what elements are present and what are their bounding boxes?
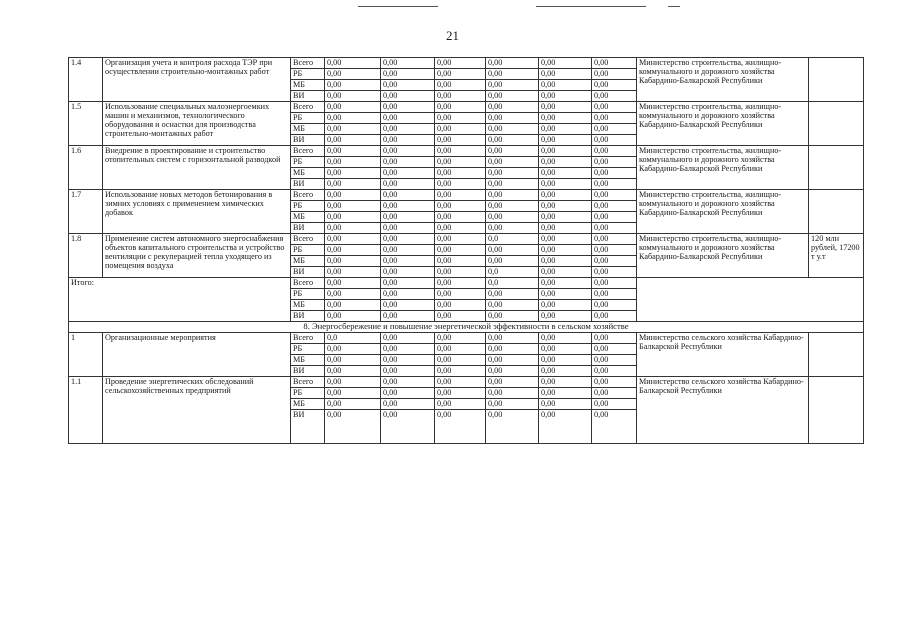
- value-cell: 0,00: [435, 377, 486, 388]
- value-cell: 0,00: [325, 366, 381, 377]
- total-label: Итого:: [69, 278, 291, 322]
- value-cell: 0,00: [325, 355, 381, 366]
- value-cell: 0,00: [381, 58, 435, 69]
- table-row: [69, 377, 864, 388]
- value-cell: 0,00: [486, 179, 539, 190]
- value-cell: 0,00: [381, 245, 435, 256]
- funding-level: МБ: [291, 212, 325, 223]
- funding-level: Всего: [291, 234, 325, 245]
- funding-level: РБ: [291, 344, 325, 355]
- value-cell: 0,00: [381, 410, 435, 444]
- value-cell: 0,00: [592, 300, 637, 311]
- value-cell: 0,00: [435, 124, 486, 135]
- value-cell: 0,00: [381, 223, 435, 234]
- table-row: [69, 190, 864, 201]
- value-cell: 0,00: [325, 124, 381, 135]
- value-cell: 0,00: [325, 146, 381, 157]
- value-cell: 0,00: [539, 212, 592, 223]
- value-cell: 0,00: [381, 289, 435, 300]
- value-cell: 0,00: [381, 168, 435, 179]
- value-cell: 0,00: [539, 113, 592, 124]
- table-row: [69, 102, 864, 113]
- value-cell: 0,00: [325, 278, 381, 289]
- value-cell: 0,00: [435, 256, 486, 267]
- value-cell: 0,00: [435, 190, 486, 201]
- value-cell: 0,00: [592, 223, 637, 234]
- value-cell: 0,00: [325, 267, 381, 278]
- program-table: [68, 57, 864, 444]
- value-cell: 0,00: [539, 300, 592, 311]
- value-cell: 0,00: [435, 245, 486, 256]
- total-row: [69, 278, 864, 289]
- executor: Министерство сельского хозяйства Кабардино-Балкарской Республики: [637, 333, 809, 377]
- value-cell: 0,00: [486, 256, 539, 267]
- value-cell: 0,00: [592, 355, 637, 366]
- value-cell: 0,00: [486, 245, 539, 256]
- value-cell: 0,00: [486, 91, 539, 102]
- value-cell: 0,00: [539, 223, 592, 234]
- funding-level: Всего: [291, 333, 325, 344]
- row-number: 1.7: [69, 190, 103, 234]
- value-cell: 0,00: [592, 91, 637, 102]
- value-cell: 0,00: [381, 300, 435, 311]
- funding-level: МБ: [291, 256, 325, 267]
- value-cell: 0,00: [486, 80, 539, 91]
- value-cell: 0,00: [486, 135, 539, 146]
- page-number: 21: [446, 28, 459, 43]
- value-cell: 0,00: [435, 311, 486, 322]
- value-cell: 0,00: [435, 212, 486, 223]
- value-cell: 0,00: [435, 366, 486, 377]
- value-cell: 0,00: [325, 58, 381, 69]
- value-cell: 0,00: [435, 388, 486, 399]
- value-cell: 0,00: [592, 135, 637, 146]
- value-cell: 0,00: [486, 113, 539, 124]
- value-cell: 0,00: [592, 245, 637, 256]
- value-cell: 0,00: [435, 278, 486, 289]
- value-cell: 0,00: [592, 80, 637, 91]
- value-cell: 0,00: [592, 366, 637, 377]
- value-cell: 0,00: [486, 102, 539, 113]
- value-cell: 0,00: [381, 256, 435, 267]
- value-cell: 0,00: [539, 124, 592, 135]
- measure-name: Организационные мероприятия: [103, 333, 291, 377]
- value-cell: 0,00: [486, 124, 539, 135]
- value-cell: 0,00: [539, 201, 592, 212]
- value-cell: 0,00: [539, 333, 592, 344]
- expected-effect: [809, 190, 864, 234]
- value-cell: 0,00: [539, 256, 592, 267]
- value-cell: 0,00: [325, 69, 381, 80]
- value-cell: 0,00: [592, 388, 637, 399]
- value-cell: 0,00: [539, 278, 592, 289]
- value-cell: 0,00: [486, 355, 539, 366]
- value-cell: 0,00: [435, 399, 486, 410]
- value-cell: 0,00: [381, 124, 435, 135]
- value-cell: 0,00: [592, 146, 637, 157]
- value-cell: 0,00: [486, 399, 539, 410]
- value-cell: 0,00: [486, 366, 539, 377]
- value-cell: 0,00: [592, 377, 637, 388]
- executor: Министерство строительства, жилищно-коммунального и дорожного хозяйства Кабардино-Балкарской Республики: [637, 102, 809, 146]
- section-title: 8. Энергосбережение и повышение энергетической эффективности в сельском хозяйстве: [69, 322, 864, 333]
- value-cell: 0,00: [539, 69, 592, 80]
- value-cell: 0,00: [592, 168, 637, 179]
- value-cell: 0,00: [435, 80, 486, 91]
- value-cell: 0,00: [592, 69, 637, 80]
- value-cell: 0,00: [592, 212, 637, 223]
- value-cell: 0,00: [592, 267, 637, 278]
- value-cell: 0,00: [435, 201, 486, 212]
- value-cell: 0,00: [325, 300, 381, 311]
- funding-level: МБ: [291, 355, 325, 366]
- expected-effect: [809, 58, 864, 102]
- funding-level: Всего: [291, 190, 325, 201]
- value-cell: 0,00: [486, 212, 539, 223]
- value-cell: 0,00: [435, 223, 486, 234]
- funding-level: МБ: [291, 168, 325, 179]
- value-cell: 0,00: [325, 179, 381, 190]
- executor: Министерство строительства, жилищно-коммунального и дорожного хозяйства Кабардино-Балкарской Республики: [637, 190, 809, 234]
- value-cell: 0,00: [592, 278, 637, 289]
- value-cell: 0,00: [381, 201, 435, 212]
- value-cell: 0,00: [592, 410, 637, 444]
- value-cell: 0,00: [539, 168, 592, 179]
- value-cell: 0,00: [539, 146, 592, 157]
- funding-level: МБ: [291, 300, 325, 311]
- value-cell: 0,00: [539, 311, 592, 322]
- value-cell: 0,00: [435, 267, 486, 278]
- executor: Министерство сельского хозяйства Кабардино-Балкарской Республики: [637, 377, 809, 444]
- row-number: 1: [69, 333, 103, 377]
- value-cell: 0,00: [325, 289, 381, 300]
- value-cell: 0,00: [592, 201, 637, 212]
- top-rule-right: [536, 6, 646, 7]
- value-cell: 0,00: [592, 234, 637, 245]
- value-cell: 0,00: [325, 388, 381, 399]
- row-number: 1.4: [69, 58, 103, 102]
- funding-level: РБ: [291, 157, 325, 168]
- value-cell: 0,00: [486, 388, 539, 399]
- value-cell: 0,00: [486, 377, 539, 388]
- value-cell: 0,00: [539, 355, 592, 366]
- value-cell: 0,00: [435, 344, 486, 355]
- value-cell: 0,00: [539, 289, 592, 300]
- value-cell: 0,00: [325, 234, 381, 245]
- value-cell: 0,00: [325, 212, 381, 223]
- value-cell: 0,00: [435, 69, 486, 80]
- value-cell: 0,00: [539, 80, 592, 91]
- value-cell: 0,00: [592, 113, 637, 124]
- value-cell: 0,00: [381, 278, 435, 289]
- funding-level: ВИ: [291, 223, 325, 234]
- value-cell: 0,00: [539, 190, 592, 201]
- executor: Министерство строительства, жилищно-коммунального и дорожного хозяйства Кабардино-Балкарской Республики: [637, 234, 809, 278]
- funding-level: ВИ: [291, 410, 325, 444]
- value-cell: 0,00: [325, 399, 381, 410]
- value-cell: 0,00: [381, 355, 435, 366]
- executor: Министерство строительства, жилищно-коммунального и дорожного хозяйства Кабардино-Балкарской Республики: [637, 146, 809, 190]
- measure-name: Использование новых методов бетонирования в зимних условиях с применением химических добавок: [103, 190, 291, 234]
- value-cell: 0,00: [381, 179, 435, 190]
- value-cell: 0,00: [486, 289, 539, 300]
- value-cell: 0,00: [381, 388, 435, 399]
- value-cell: 0,0: [486, 278, 539, 289]
- funding-level: РБ: [291, 201, 325, 212]
- value-cell: 0,00: [539, 410, 592, 444]
- value-cell: 0,00: [381, 91, 435, 102]
- funding-level: РБ: [291, 289, 325, 300]
- funding-level: Всего: [291, 58, 325, 69]
- value-cell: 0,00: [435, 113, 486, 124]
- value-cell: 0,00: [381, 102, 435, 113]
- value-cell: 0,00: [539, 102, 592, 113]
- row-number: 1.1: [69, 377, 103, 444]
- value-cell: 0,00: [325, 135, 381, 146]
- value-cell: 0,00: [325, 377, 381, 388]
- expected-effect: [809, 146, 864, 190]
- table-row: [69, 333, 864, 344]
- value-cell: 0,00: [486, 223, 539, 234]
- funding-level: РБ: [291, 388, 325, 399]
- value-cell: 0,00: [539, 157, 592, 168]
- funding-level: РБ: [291, 113, 325, 124]
- measure-name: Организация учета и контроля расхода ТЭР при осуществлении строительно-монтажных работ: [103, 58, 291, 102]
- value-cell: 0,00: [592, 399, 637, 410]
- expected-effect: [809, 102, 864, 146]
- value-cell: 0,00: [435, 410, 486, 444]
- value-cell: 0,00: [592, 102, 637, 113]
- value-cell: 0,00: [435, 58, 486, 69]
- value-cell: 0,00: [486, 190, 539, 201]
- value-cell: 0,00: [435, 157, 486, 168]
- funding-level: МБ: [291, 80, 325, 91]
- funding-level: Всего: [291, 146, 325, 157]
- value-cell: 0,00: [381, 399, 435, 410]
- value-cell: 0,00: [592, 157, 637, 168]
- value-cell: 0,00: [325, 80, 381, 91]
- funding-level: ВИ: [291, 366, 325, 377]
- value-cell: 0,00: [381, 377, 435, 388]
- value-cell: 0,00: [539, 344, 592, 355]
- value-cell: 0,00: [381, 212, 435, 223]
- value-cell: 0,00: [325, 157, 381, 168]
- value-cell: 0,00: [435, 300, 486, 311]
- measure-name: Проведение энергетических обследований сельскохозяйственных предприятий: [103, 377, 291, 444]
- measure-name: Применение систем автономного энергоснабжения объектов капитального строительства и устройство вентиляции с рекуперацией тепла уходящего из помещения воздуха: [103, 234, 291, 278]
- value-cell: 0,00: [435, 102, 486, 113]
- value-cell: 0,00: [435, 355, 486, 366]
- value-cell: 0,00: [539, 377, 592, 388]
- table-row: [69, 58, 864, 69]
- value-cell: 0,00: [539, 58, 592, 69]
- value-cell: 0,00: [592, 58, 637, 69]
- value-cell: 0,00: [435, 168, 486, 179]
- value-cell: 0,00: [592, 289, 637, 300]
- value-cell: 0,00: [486, 333, 539, 344]
- value-cell: 0,00: [486, 300, 539, 311]
- funding-level: ВИ: [291, 311, 325, 322]
- value-cell: 0,00: [539, 388, 592, 399]
- value-cell: 0,00: [435, 146, 486, 157]
- funding-level: ВИ: [291, 267, 325, 278]
- value-cell: 0,00: [381, 135, 435, 146]
- row-number: 1.8: [69, 234, 103, 278]
- funding-level: ВИ: [291, 179, 325, 190]
- funding-level: Всего: [291, 278, 325, 289]
- value-cell: 0,00: [486, 146, 539, 157]
- value-cell: 0,00: [381, 157, 435, 168]
- executor: Министерство строительства, жилищно-коммунального и дорожного хозяйства Кабардино-Балкарской Республики: [637, 58, 809, 102]
- value-cell: 0,00: [381, 344, 435, 355]
- row-number: 1.5: [69, 102, 103, 146]
- section-row: [69, 322, 864, 333]
- value-cell: 0,00: [592, 124, 637, 135]
- value-cell: 0,00: [325, 311, 381, 322]
- expected-effect: 120 млн рублей, 17200 т у.т: [809, 234, 864, 278]
- value-cell: 0,00: [325, 256, 381, 267]
- funding-level: РБ: [291, 245, 325, 256]
- value-cell: 0,00: [381, 113, 435, 124]
- measure-name: Внедрение в проектирование и строительство отопительных систем с горизонтальной разводкой: [103, 146, 291, 190]
- funding-level: РБ: [291, 69, 325, 80]
- value-cell: 0,00: [325, 223, 381, 234]
- funding-level: МБ: [291, 399, 325, 410]
- value-cell: 0,00: [435, 135, 486, 146]
- expected-effect: [809, 377, 864, 444]
- value-cell: 0,00: [381, 146, 435, 157]
- funding-level: Всего: [291, 102, 325, 113]
- value-cell: 0,00: [592, 344, 637, 355]
- funding-level: ВИ: [291, 91, 325, 102]
- value-cell: 0,00: [592, 311, 637, 322]
- value-cell: 0,00: [539, 179, 592, 190]
- value-cell: 0,00: [539, 245, 592, 256]
- value-cell: 0,0: [325, 333, 381, 344]
- value-cell: 0,00: [486, 201, 539, 212]
- value-cell: 0,00: [381, 69, 435, 80]
- value-cell: 0,00: [325, 113, 381, 124]
- value-cell: 0,00: [435, 179, 486, 190]
- value-cell: 0,00: [539, 135, 592, 146]
- value-cell: 0,00: [486, 168, 539, 179]
- value-cell: 0,00: [325, 168, 381, 179]
- value-cell: 0,0: [486, 267, 539, 278]
- value-cell: 0,00: [539, 399, 592, 410]
- top-rule-dash: [668, 6, 680, 7]
- value-cell: 0,00: [539, 234, 592, 245]
- value-cell: 0,00: [592, 333, 637, 344]
- value-cell: 0,00: [381, 366, 435, 377]
- value-cell: 0,00: [325, 102, 381, 113]
- value-cell: 0,00: [539, 267, 592, 278]
- table-row: [69, 234, 864, 245]
- value-cell: 0,00: [435, 234, 486, 245]
- value-cell: 0,00: [486, 69, 539, 80]
- value-cell: 0,00: [592, 256, 637, 267]
- value-cell: 0,00: [592, 179, 637, 190]
- value-cell: 0,00: [592, 190, 637, 201]
- value-cell: 0,00: [381, 311, 435, 322]
- value-cell: 0,00: [435, 91, 486, 102]
- value-cell: 0,00: [435, 333, 486, 344]
- value-cell: 0,00: [381, 234, 435, 245]
- value-cell: 0,00: [325, 201, 381, 212]
- value-cell: 0,00: [539, 91, 592, 102]
- top-rule-left: [358, 6, 438, 7]
- value-cell: 0,00: [486, 344, 539, 355]
- expected-effect: [809, 333, 864, 377]
- total-blank: [637, 278, 864, 322]
- value-cell: 0,00: [325, 245, 381, 256]
- value-cell: 0,00: [325, 190, 381, 201]
- value-cell: 0,00: [381, 267, 435, 278]
- value-cell: 0,00: [435, 289, 486, 300]
- value-cell: 0,00: [486, 410, 539, 444]
- value-cell: 0,00: [325, 344, 381, 355]
- value-cell: 0,00: [381, 190, 435, 201]
- funding-level: ВИ: [291, 135, 325, 146]
- value-cell: 0,00: [486, 311, 539, 322]
- value-cell: 0,00: [539, 366, 592, 377]
- value-cell: 0,00: [486, 157, 539, 168]
- measure-name: Использование специальных малоэнергоемких машин и механизмов, технологического оборудования и оснастки для производства строительно-монтажных работ: [103, 102, 291, 146]
- row-number: 1.6: [69, 146, 103, 190]
- value-cell: 0,00: [325, 410, 381, 444]
- value-cell: 0,00: [325, 91, 381, 102]
- funding-level: МБ: [291, 124, 325, 135]
- funding-level: Всего: [291, 377, 325, 388]
- value-cell: 0,00: [486, 58, 539, 69]
- value-cell: 0,00: [381, 80, 435, 91]
- table-row: [69, 146, 864, 157]
- value-cell: 0,0: [486, 234, 539, 245]
- value-cell: 0,00: [381, 333, 435, 344]
